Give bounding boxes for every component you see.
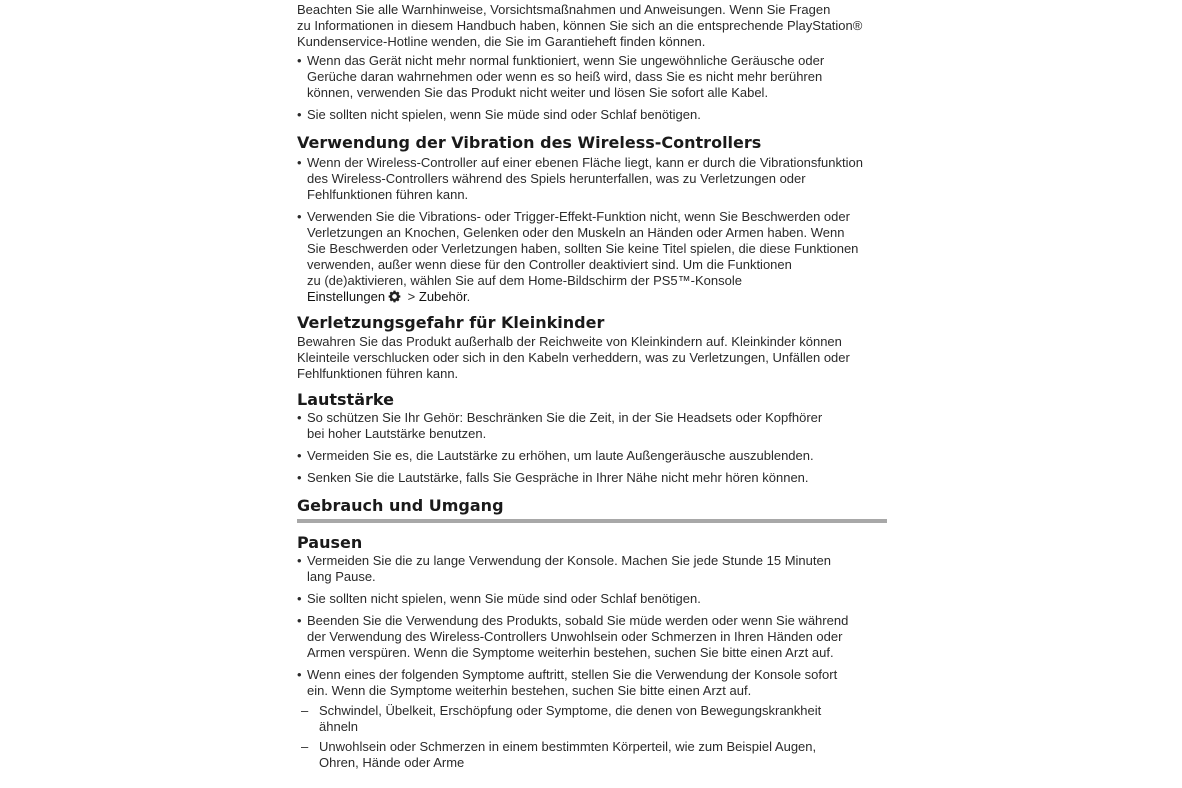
symptom-pain: – Unwohlsein oder Schmerzen in einem bestimmten Körperteil, wie zum Beispiel Augen, Ohren, Hände oder Arme xyxy=(297,739,887,771)
breaks-bullet-stop: • Beenden Sie die Verwendung des Produkts, sobald Sie müde werden oder wenn Sie während der Verwendung des Wireless-Controllers Unwohlsein oder Schmerzen in Ihren Händen oder Armen verspüren. Wenn die Symptome weiterhin bestehen, suchen Sie bitte einen Arzt auf. xyxy=(297,613,887,661)
volume-bullet-hearing: • So schützen Sie Ihr Gehör: Beschränken Sie die Zeit, in der Sie Headsets oder Kopfhörer bei hoher Lautstärke benutzen. xyxy=(297,410,887,442)
volume-bullet-noise: • Vermeiden Sie es, die Lautstärke zu erhöhen, um laute Außengeräusche auszublenden. xyxy=(297,448,887,464)
volume-heading: Lautstärke xyxy=(297,390,394,409)
breaks-bullet-duration: • Vermeiden Sie die zu lange Verwendung der Konsole. Machen Sie jede Stunde 15 Minuten lang Pause. xyxy=(297,553,887,585)
volume-bullet-conversation: • Senken Sie die Lautstärke, falls Sie Gespräche in Ihrer Nähe nicht mehr hören können. xyxy=(297,470,887,486)
breaks-bullet-tired: • Sie sollten nicht spielen, wenn Sie müde sind oder Schlaf benötigen. xyxy=(297,591,887,607)
manual-page xyxy=(297,0,887,771)
vibration-heading: Verwendung der Vibration des Wireless-Controllers xyxy=(297,133,762,152)
breaks-heading: Pausen xyxy=(297,533,363,552)
kids-paragraph: Bewahren Sie das Produkt außerhalb der Reichweite von Kleinkindern auf. Kleinkinder können Kleinteile verschlucken oder sich in den Kabeln verheddern, was zu Verletzungen, Unfällen oder Fehlfunktionen führen kann. xyxy=(297,334,850,381)
intro-bullet-malfunction: • Wenn das Gerät nicht mehr normal funktioniert, wenn Sie ungewöhnliche Geräusche oder Gerüche daran wahrnehmen oder wenn es so heiß wird, dass Sie es nicht mehr berühren können, verwenden Sie das Produkt nicht weiter und lösen Sie sofort alle Kabel. xyxy=(297,53,887,101)
vibration-bullet-surface: • Wenn der Wireless-Controller auf einer ebenen Fläche liegt, kann er durch die Vibrationsfunktion des Wireless-Controllers während des Spiels herunterfallen, was zu Verletzungen oder Fehlfunktionen führen kann. xyxy=(297,155,887,203)
usage-heading: Gebrauch und Umgang xyxy=(297,496,887,523)
intro-paragraph: Beachten Sie alle Warnhinweise, Vorsichtsmaßnahmen und Anweisungen. Wenn Sie Fragen zu Informationen in diesem Handbuch haben, können Sie sich an die entsprechende PlayStation® Kundenservice-Hotline wenden, die Sie im Garantieheft finden können. xyxy=(297,2,863,49)
gear-icon xyxy=(387,289,402,304)
settings-path: Einstellungen > Zubehör. xyxy=(307,289,471,304)
vibration-bullet-injuries: • Verwenden Sie die Vibrations- oder Trigger-Effekt-Funktion nicht, wenn Sie Beschwerden oder Verletzungen an Knochen, Gelenken oder den Muskeln an Händen oder Armen haben. Wenn Sie Beschwerden oder Verletzungen haben, sollten Sie keine Titel spielen, die diese Funktionen verwenden, außer wenn diese für den Controller deaktiviert sind. Um die Funktionen zu (de)aktivieren, wählen Sie auf dem Home-Bildschirm der PS5™-Konsole Einstellungen > Zubehör. xyxy=(297,209,887,305)
intro-bullet-tired: • Sie sollten nicht spielen, wenn Sie müde sind oder Schlaf benötigen. xyxy=(297,107,887,123)
kids-heading: Verletzungsgefahr für Kleinkinder xyxy=(297,313,605,332)
breaks-bullet-symptoms: • Wenn eines der folgenden Symptome auftritt, stellen Sie die Verwendung der Konsole sofort ein. Wenn die Symptome weiterhin bestehen, suchen Sie bitte einen Arzt auf. xyxy=(297,667,887,699)
symptom-dizziness: – Schwindel, Übelkeit, Erschöpfung oder Symptome, die denen von Bewegungskrankheit ähneln xyxy=(297,703,887,735)
